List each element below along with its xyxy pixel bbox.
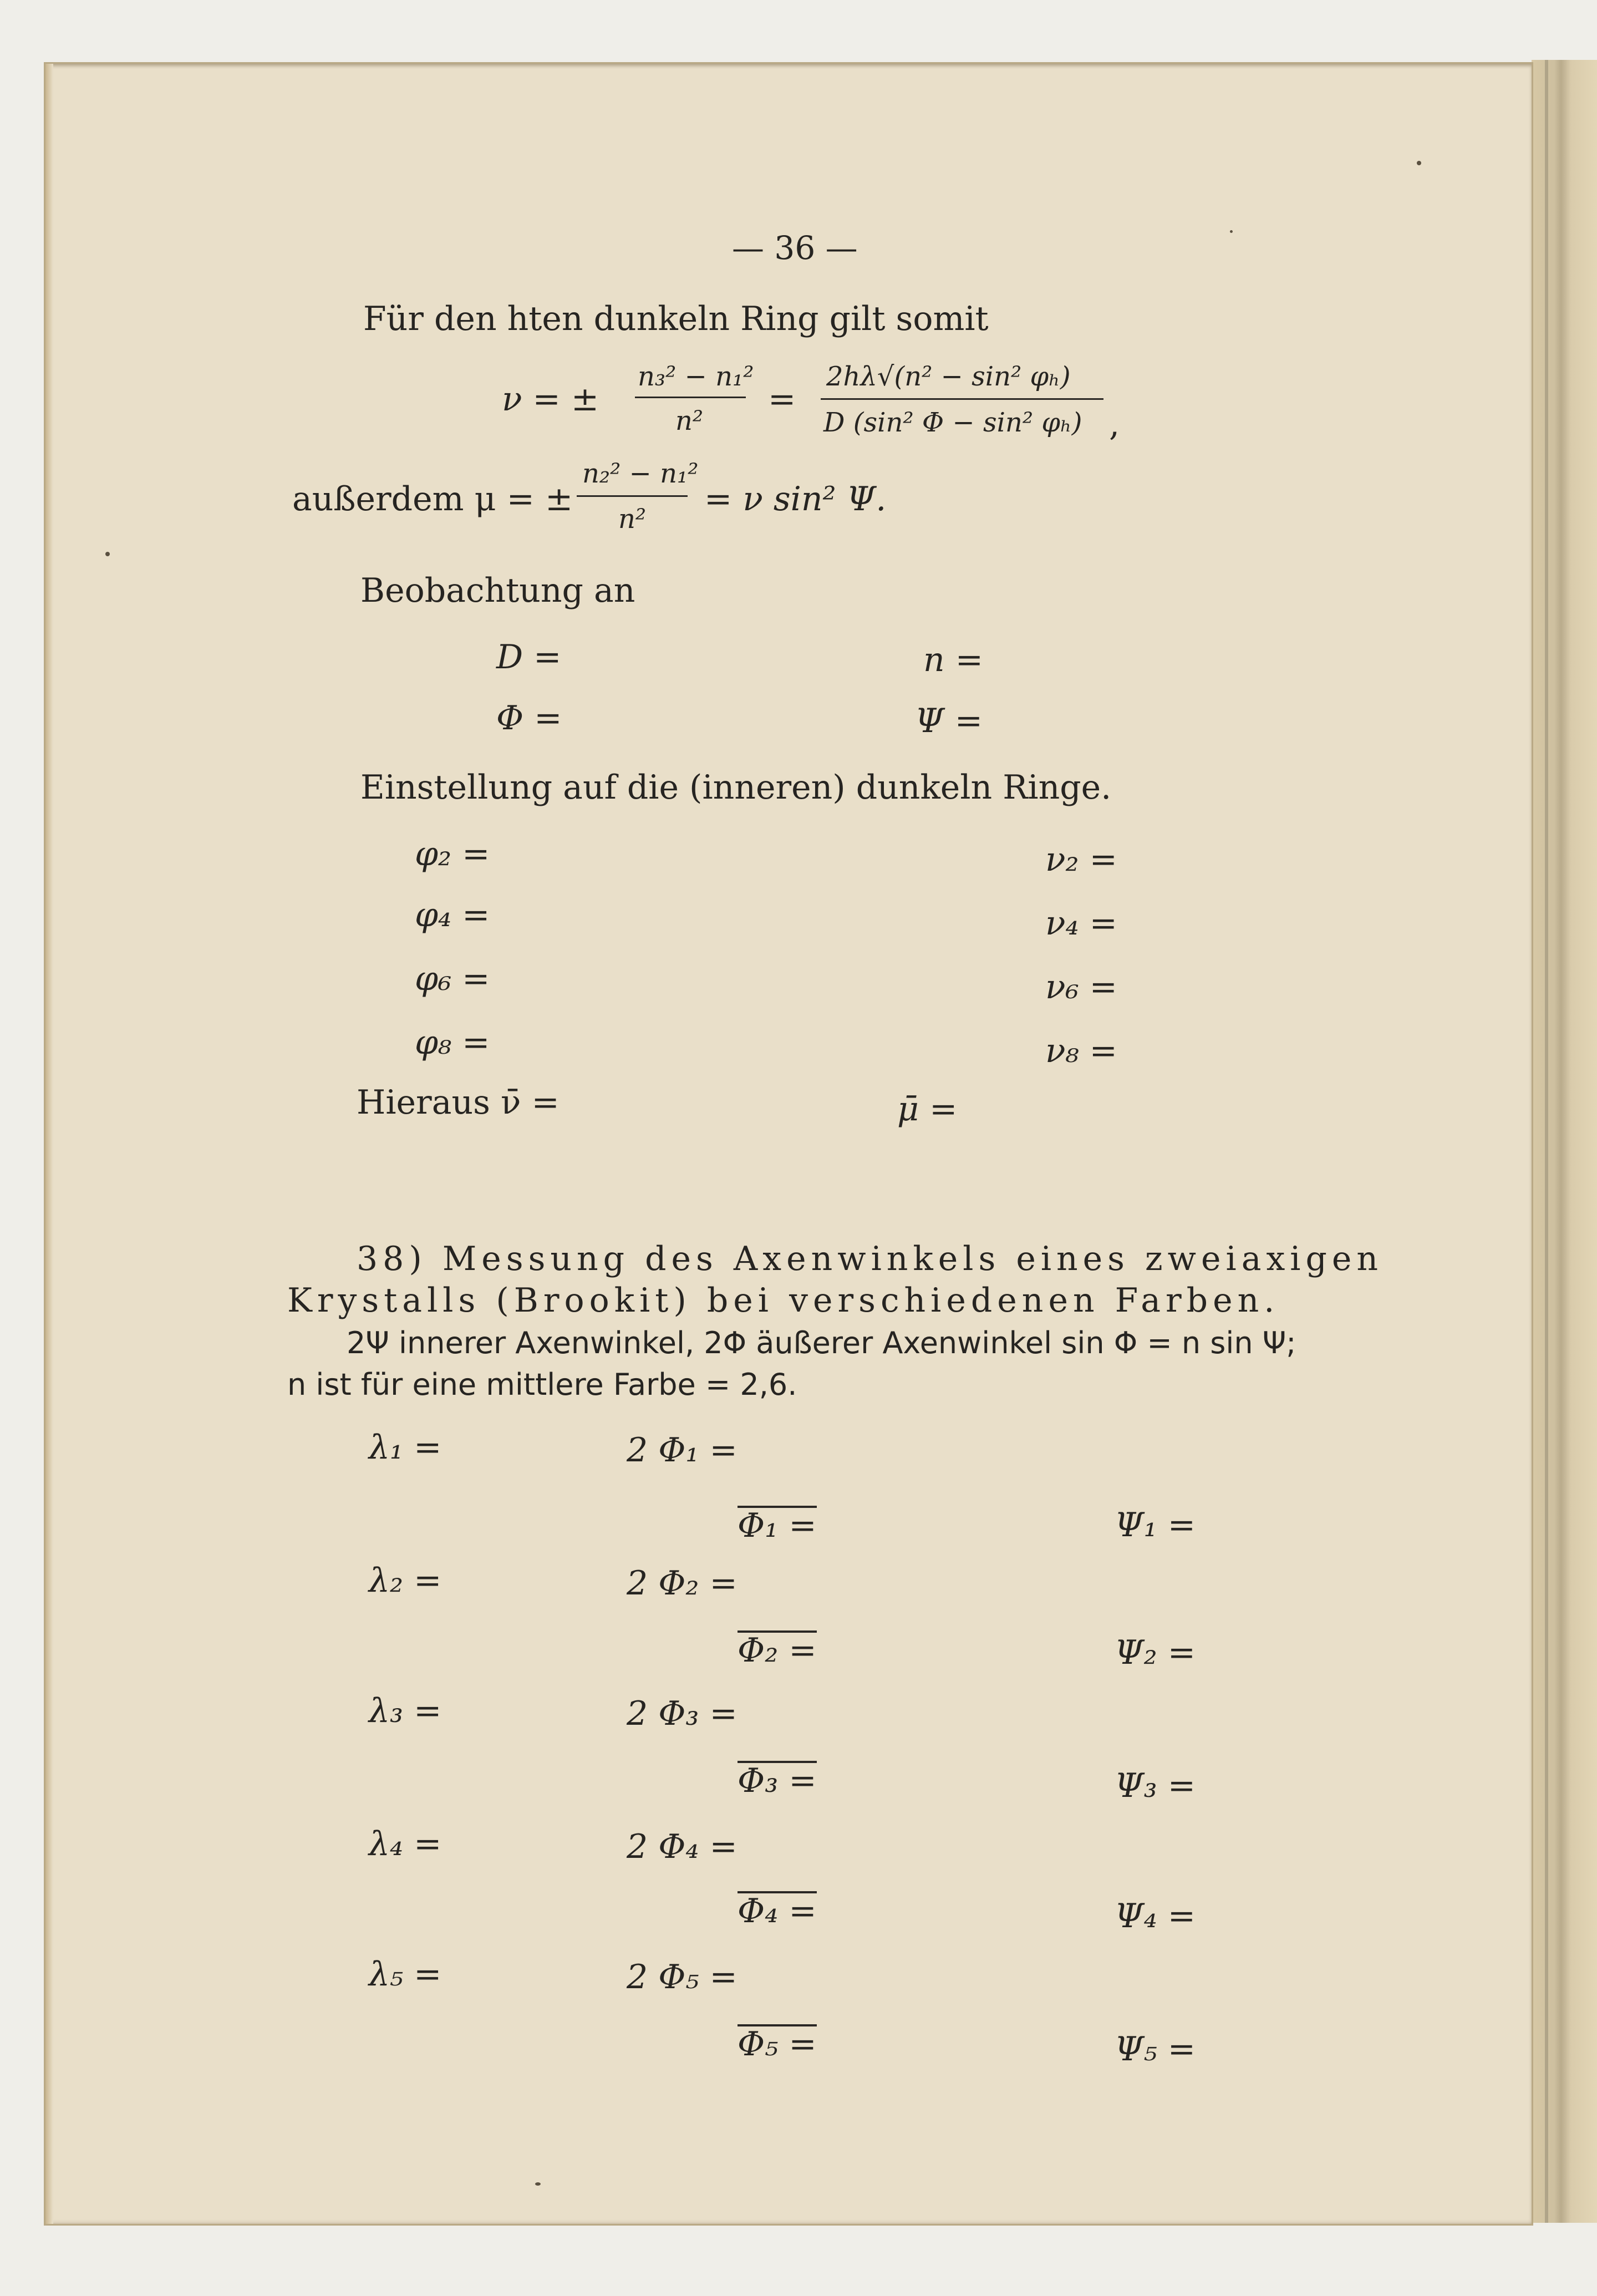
settings-result-mu: μ̄ = — [897, 1090, 958, 1129]
settings-result-nu: Hieraus ν̄ = — [357, 1083, 560, 1122]
lambda-4: λ₄ = — [369, 1825, 442, 1863]
settings-nu4: ν₄ = — [1045, 904, 1117, 943]
two-phi-1: 2 Φ₁ = — [627, 1431, 738, 1470]
formula-mu-den: n² — [618, 504, 647, 535]
lambda-1: λ₁ = — [369, 1428, 442, 1467]
psi-4: Ψ₄ = — [1115, 1897, 1196, 1936]
settings-phi8: φ₈ = — [415, 1023, 490, 1062]
settings-nu2: ν₂ = — [1045, 840, 1117, 879]
fraction-bar — [821, 398, 1103, 400]
formula-mu-num: n₂² − n₁² — [582, 458, 699, 489]
formula-nu-den1: n² — [675, 405, 704, 436]
formula-nu-eq: = — [768, 380, 796, 419]
page-edge-stack — [1532, 60, 1597, 2223]
settings-nu8: ν₈ = — [1045, 1032, 1117, 1070]
formula-mu-lead: außerdem μ = ± — [292, 480, 573, 519]
paper-speck — [535, 2182, 541, 2186]
psi-3: Ψ₃ = — [1115, 1766, 1196, 1805]
observation-n: n = — [923, 641, 983, 679]
two-phi-5: 2 Φ₅ = — [627, 1958, 738, 1997]
fraction-bar — [635, 397, 746, 398]
section-38-title-1: 38) Messung des Axenwinkels eines zweiaxigen — [357, 1240, 1384, 1278]
formula-nu-tail: , — [1109, 405, 1120, 444]
paper-speck — [1417, 161, 1421, 165]
lambda-2: λ₂ = — [369, 1561, 442, 1600]
section-38-title-2: Krystalls (Brookit) bei verschiedenen Farben. — [287, 1281, 1280, 1320]
psi-1: Ψ₁ = — [1115, 1506, 1196, 1545]
settings-phi4: φ₄ = — [415, 896, 490, 934]
settings-nu6: ν₆ = — [1045, 968, 1117, 1007]
phi-bar-1: Φ₁ = — [738, 1506, 817, 1545]
settings-heading: Einstellung auf die (inneren) dunkeln Ringe. — [360, 768, 1112, 807]
section-38-body-1: 2Ψ innerer Axenwinkel, 2Φ äußerer Axenwinkel sin Φ = n sin Ψ; — [347, 1325, 1296, 1360]
two-phi-3: 2 Φ₃ = — [627, 1694, 738, 1733]
phi-bar-2: Φ₂ = — [738, 1631, 817, 1670]
settings-phi6: φ₆ = — [415, 959, 490, 998]
fraction-bar — [577, 495, 688, 497]
settings-phi2: φ₂ = — [415, 835, 490, 873]
phi-bar-3: Φ₃ = — [738, 1761, 817, 1800]
lambda-3: λ₃ = — [369, 1691, 442, 1730]
observation-D: D = — [496, 638, 562, 677]
phi-bar-4: Φ₄ = — [738, 1892, 817, 1931]
two-phi-2: 2 Φ₂ = — [627, 1564, 738, 1603]
psi-2: Ψ₂ = — [1115, 1633, 1196, 1672]
observation-Phi: Φ = — [496, 699, 562, 738]
phi-bar-5: Φ₅ = — [738, 2025, 817, 2064]
section-38-body-2: n ist für eine mittlere Farbe = 2,6. — [287, 1367, 797, 1402]
intro-text: Für den hten dunkeln Ring gilt somit — [363, 299, 989, 338]
two-phi-4: 2 Φ₄ = — [627, 1827, 738, 1866]
formula-nu-den2: D (sin² Φ − sin² φₕ) — [823, 407, 1082, 438]
formula-nu-num1: n₃² − n₁² — [638, 361, 754, 392]
paper-speck — [105, 552, 110, 556]
observation-Psi: Ψ = — [915, 702, 983, 740]
formula-nu-lhs: ν = ± — [502, 380, 599, 419]
lambda-5: λ₅ = — [369, 1955, 442, 1994]
paper-speck — [1230, 230, 1233, 233]
formula-mu-tail: = ν sin² Ψ. — [704, 480, 887, 519]
page-number: — 36 — — [732, 229, 858, 267]
formula-nu-num2: 2hλ√(n² − sin² φₕ) — [826, 361, 1071, 392]
observation-heading: Beobachtung an — [360, 571, 635, 610]
psi-5: Ψ₅ = — [1115, 2030, 1196, 2069]
